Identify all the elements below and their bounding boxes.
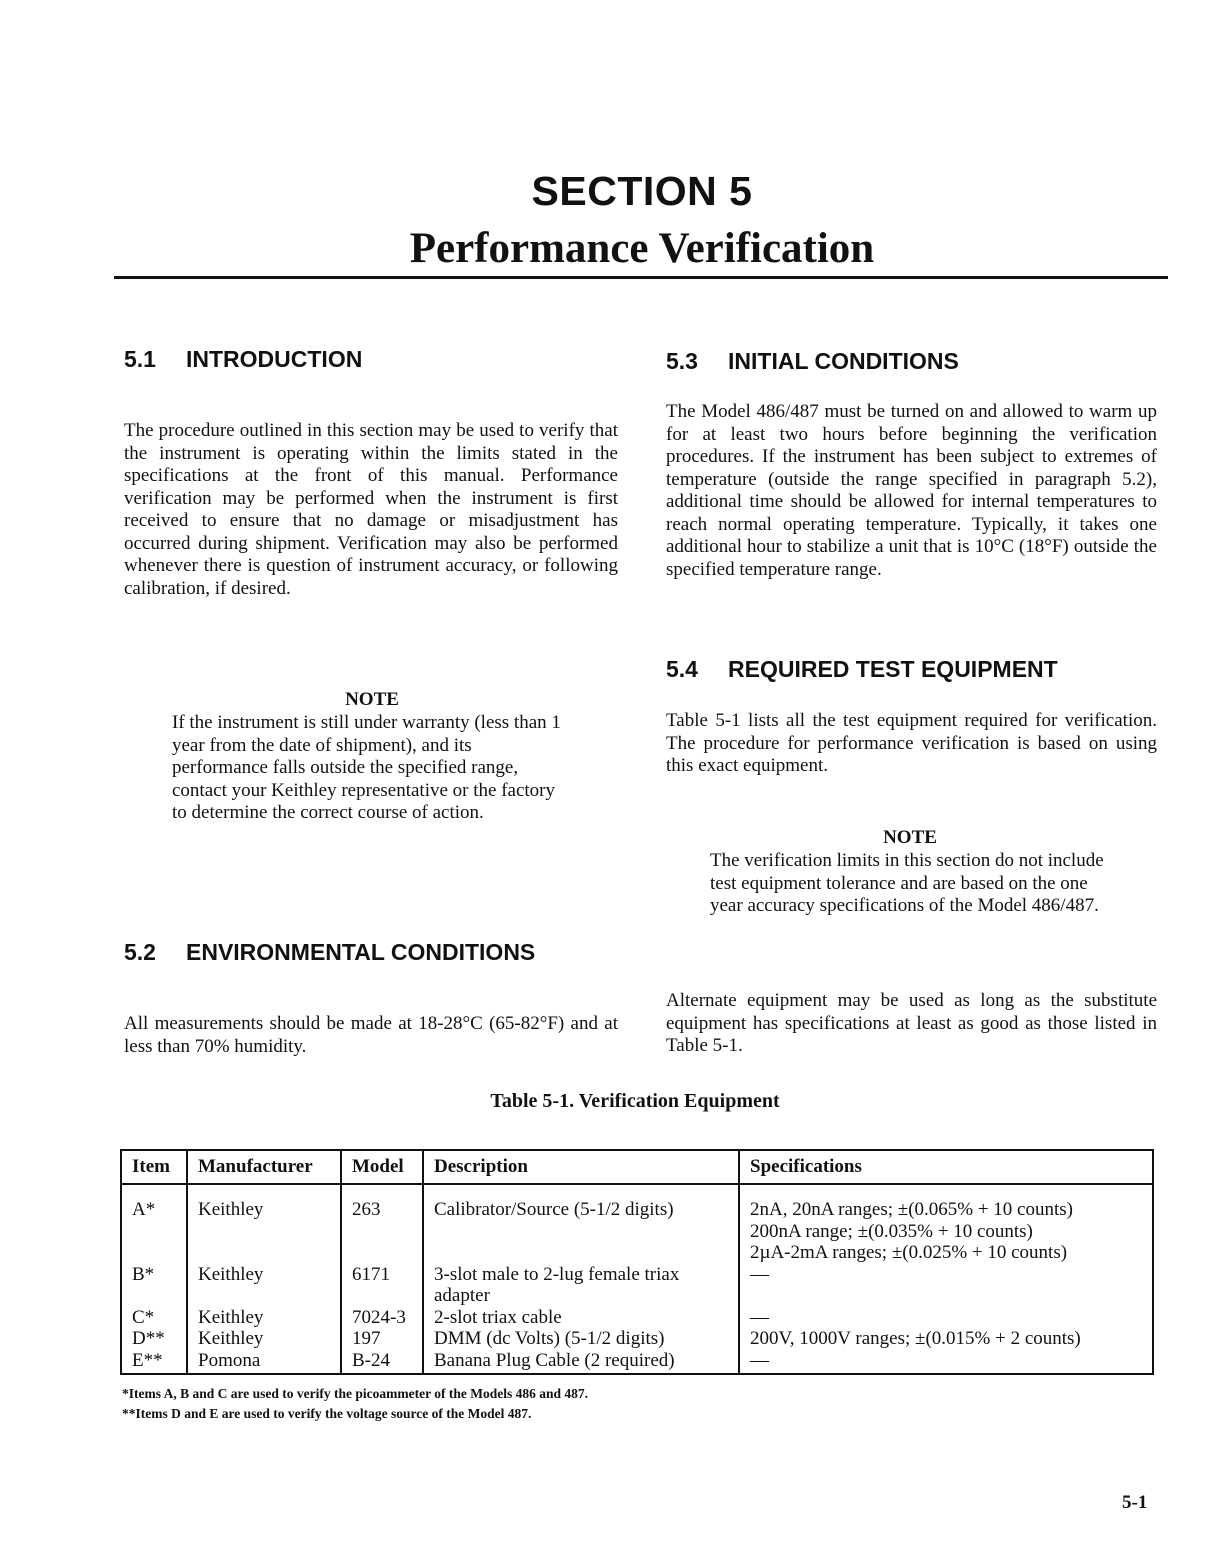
spec-line: 2µA-2mA ranges; ±(0.025% + 10 counts) [750,1242,1068,1263]
cell-manufacturer: Pomona [187,1350,341,1375]
cell-description: Banana Plug Cable (2 required) [423,1350,739,1375]
heading-5-2-title: ENVIRONMENTAL CONDITIONS [186,939,536,965]
heading-5-2-number: 5.2 [124,939,156,965]
table-row [121,1307,1153,1329]
title-rule [114,276,1168,279]
spec-line: 2nA, 20nA ranges; ±(0.065% + 10 counts) [750,1199,1073,1220]
section-number: SECTION 5 [531,168,753,214]
cell-specifications: — [739,1264,1153,1307]
heading-5-1-title: INTRODUCTION [186,346,363,372]
note-heading-limits: NOTE [883,827,937,848]
table-row [121,1350,1153,1375]
cell-model: 6171 [341,1264,423,1307]
column-header: Item [121,1150,187,1184]
note-heading-warranty: NOTE [345,689,399,710]
heading-5-4 [666,656,1058,683]
cell-model: 7024-3 [341,1307,423,1329]
alternate-equipment-paragraph: Alternate equipment may be used as long as the substitute equipment has specifications at least as good as those listed in Table 5-1. [666,990,1157,1056]
table-row [121,1328,1153,1350]
cell-specifications [739,1184,1153,1264]
cell-description [423,1264,739,1307]
heading-5-4-number: 5.4 [666,656,698,682]
table-footnote-1: *Items A, B and C are used to verify the picoammeter of the Models 486 and 487. [122,1386,588,1401]
cell-manufacturer: Keithley [187,1307,341,1329]
cell-manufacturer: Keithley [187,1184,341,1264]
heading-5-4-title: REQUIRED TEST EQUIPMENT [728,656,1058,682]
page-number: 5-1 [1122,1492,1148,1513]
heading-5-3 [666,348,959,375]
cell-item: B* [132,1263,155,1285]
note-body-limits: The verification limits in this section do not include test equipment tolerance and are based on the one year accuracy specifications of the Model 486/487. [710,850,1104,916]
environmental-paragraph: All measurements should be made at 18-28°C (65-82°F) and at less than 70% humidity. [124,1013,618,1057]
cell-model: B-24 [341,1350,423,1375]
cell-specifications: — [739,1350,1153,1375]
verification-equipment-table [120,1149,1154,1375]
description-line: adapter [434,1285,490,1306]
table-row [121,1264,1153,1307]
description-line: 3-slot male to 2-lug female triax [434,1263,680,1285]
test-equipment-paragraph: Table 5-1 lists all the test equipment required for verification. The procedure for performance verification is based on using this exact equipment. [666,710,1157,776]
table-footnote-2: **Items D and E are used to verify the voltage source of the Model 487. [122,1406,532,1421]
cell-model: 197 [341,1328,423,1350]
note-body-warranty: If the instrument is still under warranty (less than 1 year from the date of shipment), and its performance falls outside the specified range, contact your Keithley representative or the factory to determine the correct course of action. [172,712,561,823]
column-header: Specifications [739,1150,1153,1184]
cell-specifications: — [739,1307,1153,1329]
spec-line: 200nA range; ±(0.035% + 10 counts) [750,1220,1033,1242]
column-header: Model [341,1150,423,1184]
table-caption: Table 5-1. Verification Equipment [490,1090,780,1112]
cell-model: 263 [341,1184,423,1264]
table-header-row [121,1150,1153,1184]
cell-description: Calibrator/Source (5-1/2 digits) [423,1184,739,1264]
cell-item: C* [132,1306,155,1328]
table-row [121,1184,1153,1264]
section-title: Performance Verification [409,225,875,272]
cell-item: E** [132,1349,163,1371]
heading-5-3-number: 5.3 [666,348,698,374]
heading-5-2 [124,939,535,966]
cell-manufacturer: Keithley [187,1264,341,1307]
cell-item: D** [132,1328,165,1349]
initial-conditions-paragraph: The Model 486/487 must be turned on and allowed to warm up for at least two hours before beginning the verification procedures. If the instrument has been subject to extremes of temperature (outside the range specified in paragraph 5.2), additional time should be allowed for internal temperatures to reach normal operating temperature. Typically, it takes one additional hour to stabilize a unit that is 10°C (18°F) outside the specified temperature range. [666,401,1157,580]
heading-5-1-number: 5.1 [124,346,156,372]
cell-description: DMM (dc Volts) (5-1/2 digits) [423,1328,739,1350]
column-header: Description [423,1150,739,1184]
cell-description: 2-slot triax cable [423,1307,739,1329]
heading-5-3-title: INITIAL CONDITIONS [728,348,959,374]
cell-item: A* [132,1199,156,1220]
intro-paragraph: The procedure outlined in this section may be used to verify that the instrument is operating within the limits stated in the specifications at the front of this manual. Performance verification may be performed when the instrument is first received to ensure that no damage or misadjustment has occurred during shipment. Verification may also be performed whenever there is question of instrument accuracy, or following calibration, if desired. [124,420,618,599]
column-header: Manufacturer [187,1150,341,1184]
heading-5-1 [124,346,362,373]
cell-manufacturer: Keithley [187,1328,341,1350]
cell-specifications: 200V, 1000V ranges; ±(0.015% + 2 counts) [739,1328,1153,1350]
